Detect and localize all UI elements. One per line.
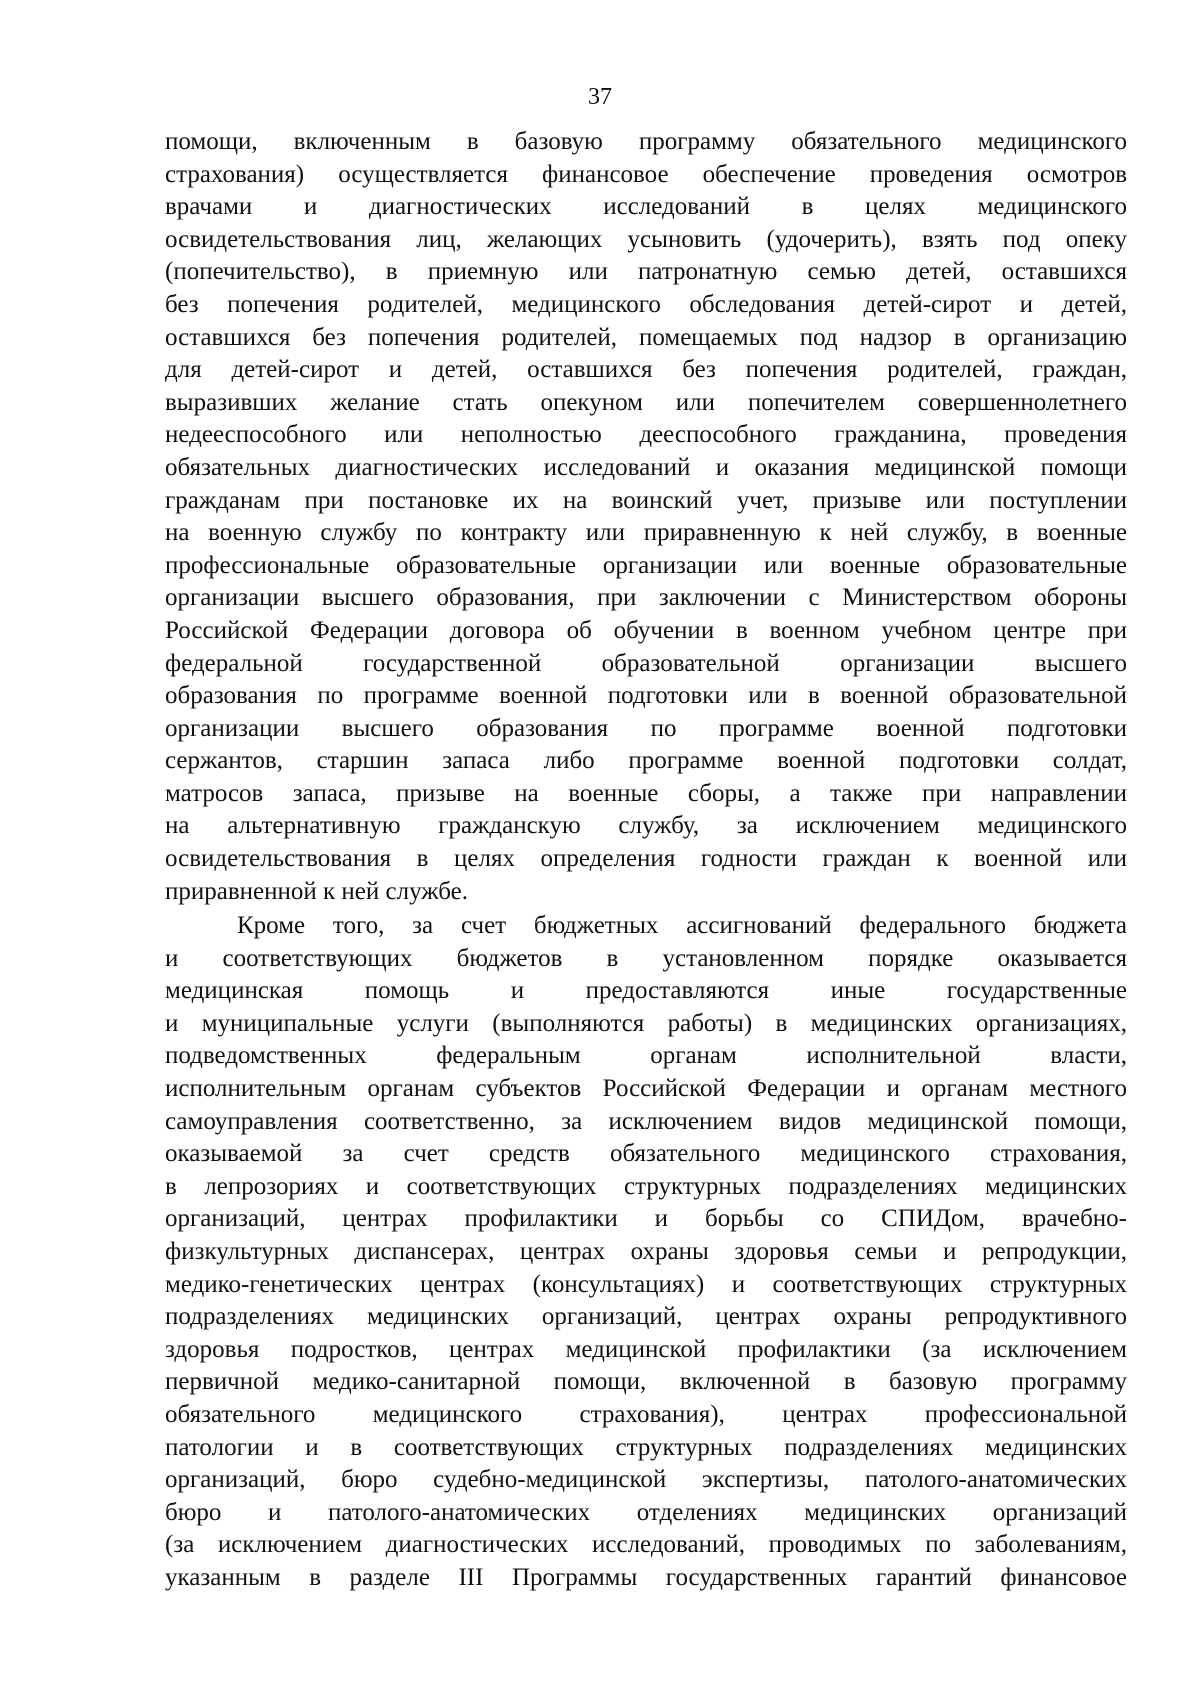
text-line: подразделениях медицинских организаций, центрах охраны репродуктивного [165, 1303, 1127, 1331]
text-line: подведомственных федеральным органам исполнительной власти, [165, 1042, 1127, 1070]
text-line: медико-генетических центрах (консультациях) и соответствующих структурных [165, 1270, 1127, 1298]
text-line: освидетельствования лиц, желающих усыновить (удочерить), взять под опеку [165, 225, 1127, 253]
text-line: физкультурных диспансерах, центрах охраны здоровья семьи и репродукции, [165, 1237, 1127, 1265]
text-line: организации высшего образования, при заключении с Министерством обороны [165, 584, 1127, 612]
text-line: освидетельствования в целях определения годности граждан к военной или [165, 845, 1127, 873]
text-line: образования по программе военной подготовки или в военной образовательной [165, 682, 1127, 710]
text-line: организации высшего образования по программе военной подготовки [165, 714, 1127, 742]
text-line: матросов запаса, призыве на военные сборы, а также при направлении [165, 779, 1127, 807]
text-line: и муниципальные услуги (выполняются работы) в медицинских организациях, [165, 1009, 1127, 1037]
text-line: гражданам при постановке их на воинский учет, призыве или поступлении [165, 486, 1127, 514]
text-line: врачами и диагностических исследований в целях медицинского [165, 193, 1127, 221]
text-line: сержантов, старшин запаса либо программе военной подготовки солдат, [165, 747, 1127, 775]
text-line: федеральной государственной образовательной организации высшего [165, 649, 1127, 677]
text-line: организаций, бюро судебно-медицинской экспертизы, патолого-анатомических [165, 1466, 1127, 1494]
text-line: исполнительным органам субъектов Российской Федерации и органам местного [165, 1074, 1127, 1102]
text-line: (за исключением диагностических исследований, проводимых по заболеваниям, [165, 1531, 1127, 1559]
text-line: оказываемой за счет средств обязательного медицинского страхования, [165, 1140, 1127, 1168]
text-line: указанным в разделе III Программы государственных гарантий финансовое [165, 1563, 1127, 1591]
text-line: обязательного медицинского страхования), центрах профессиональной [165, 1400, 1127, 1428]
text-line: оставшихся без попечения родителей, помещаемых под надзор в организацию [165, 323, 1127, 351]
text-line: бюро и патолого-анатомических отделениях медицинских организаций [165, 1498, 1127, 1526]
text-line: Кроме того, за счет бюджетных ассигнований федерального бюджета [237, 912, 1127, 939]
text-line: на альтернативную гражданскую службу, за исключением медицинского [165, 812, 1127, 840]
text-line: организаций, центрах профилактики и борьбы со СПИДом, врачебно- [165, 1205, 1127, 1233]
text-line: Российской Федерации договора об обучении в военном учебном центре при [165, 616, 1127, 644]
text-line: патологии и в соответствующих структурных подразделениях медицинских [165, 1433, 1127, 1461]
text-line: страхования) осуществляется финансовое обеспечение проведения осмотров [165, 160, 1127, 188]
text-line: выразивших желание стать опекуном или попечителем совершеннолетнего [165, 388, 1127, 416]
page-number: 37 [588, 84, 612, 110]
paragraph-1 [165, 126, 1127, 908]
text-line: недееспособного или неполностью дееспособного гражданина, проведения [165, 421, 1127, 449]
paragraph-2 [165, 910, 1127, 1594]
text-line: медицинская помощь и предоставляются иные государственные [165, 977, 1127, 1005]
text-line: и соответствующих бюджетов в установленном порядке оказывается [165, 944, 1127, 972]
text-line: здоровья подростков, центрах медицинской профилактики (за исключением [165, 1335, 1127, 1363]
text-line: профессиональные образовательные организации или военные образовательные [165, 551, 1127, 579]
text-line: для детей-сирот и детей, оставшихся без попечения родителей, граждан, [165, 356, 1127, 384]
text-line: обязательных диагностических исследований и оказания медицинской помощи [165, 453, 1127, 481]
text-line: приравненной к ней службе. [165, 877, 468, 905]
text-line: самоуправления соответственно, за исключением видов медицинской помощи, [165, 1107, 1127, 1135]
text-line: первичной медико-санитарной помощи, включенной в базовую программу [165, 1368, 1127, 1396]
text-line: в лепрозориях и соответствующих структурных подразделениях медицинских [165, 1172, 1127, 1200]
text-line: (попечительство), в приемную или патронатную семью детей, оставшихся [165, 258, 1127, 286]
text-line: помощи, включенным в базовую программу обязательного медицинского [165, 128, 1127, 155]
text-line: без попечения родителей, медицинского обследования детей-сирот и детей, [165, 290, 1127, 318]
text-line: на военную службу по контракту или приравненную к ней службу, в военные [165, 519, 1127, 547]
